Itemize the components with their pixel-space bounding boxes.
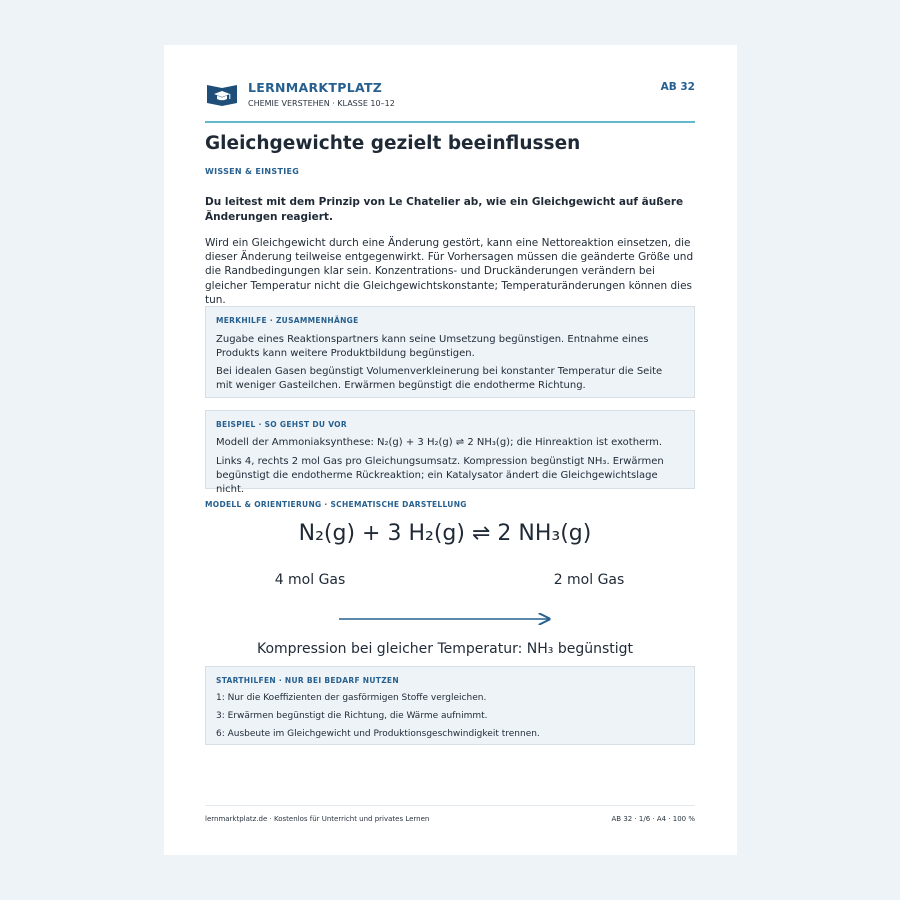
page-title: Gleichgewichte gezielt beeinflussen	[205, 133, 581, 154]
footer-right-text: AB 32 · 1/6 · A4 · 100 %	[611, 815, 695, 823]
body-text: Wird ein Gleichgewicht durch eine Änderung gestört, kann eine Nettoreaktion einsetzen, die dieser Änderung teilweise entgegenwirkt. Für Vorhersagen müssen die geänderte Größe und die Randbedingungen klar sein. Konzentrations- und Druckänderungen verändern bei gleicher Temperatur nicht die Gleichgewichtskonstante; Temperaturänderungen können dies tun.	[205, 237, 694, 306]
beispiel-box	[205, 410, 695, 495]
book-graduation-cap-icon	[206, 82, 238, 106]
lead-text: Du leitest mit dem Prinzip von Le Chatelier ab, wie ein Gleichgewicht auf äußere Änderungen reagiert.	[205, 196, 684, 223]
starthilfen-box	[205, 666, 695, 745]
diagram-caption: Kompression bei gleicher Temperatur: NH₃ begünstigt	[256, 641, 634, 657]
sheet-id: AB 32	[660, 81, 695, 93]
equation-text: N₂(g) + 3 H₂(g) ⇌ 2 NH₃(g)	[298, 521, 592, 546]
beispiel-paragraph-2: Links 4, rechts 2 mol Gas pro Gleichungsumsatz. Kompression begünstigt NH₃. Erwärmen begünstigt die endotherme Rückreaktion; ein Katalysator ändert die Gleichgewichtslage nicht.	[216, 456, 664, 495]
footer-left-text: lernmarktplatz.de · Kostenlos für Unterricht und privates Lernen	[205, 815, 430, 823]
footer-divider	[205, 805, 695, 806]
page-header	[205, 80, 695, 120]
left-side-label: 4 mol Gas	[274, 572, 346, 588]
brand-subtitle: CHEMIE VERSTEHEN · KLASSE 10–12	[248, 99, 395, 108]
right-side-label: 2 mol Gas	[553, 572, 625, 588]
merkhilfe-tag: MERKHILFE · ZUSAMMENHÄNGE	[216, 316, 359, 325]
hint-item: 1: Nur die Koeffizienten der gasförmigen Stoffe vergleichen.	[216, 693, 487, 703]
merkhilfe-box	[205, 306, 695, 398]
merkhilfe-paragraph-1: Zugabe eines Reaktionspartners kann seine Umsetzung begünstigen. Entnahme eines Produkts kann weitere Produktbildung begünstigen.	[216, 334, 649, 359]
worksheet-page	[164, 45, 737, 855]
equilibrium-diagram	[205, 515, 695, 665]
header-divider	[205, 121, 695, 123]
beispiel-paragraph-1: Modell der Ammoniaksynthese: N₂(g) + 3 H₂(g) ⇌ 2 NH₃(g); die Hinreaktion ist exotherm.	[216, 437, 663, 448]
merkhilfe-paragraph-2: Bei idealen Gasen begünstigt Volumenverkleinerung bei konstanter Temperatur die Seite mit weniger Gasteilchen. Erwärmen begünstigt die endotherme Richtung.	[216, 366, 663, 391]
model-tag: MODELL & ORIENTIERUNG · SCHEMATISCHE DARSTELLUNG	[205, 500, 467, 509]
hint-item: 3: Erwärmen begünstigt die Richtung, die Wärme aufnimmt.	[216, 711, 488, 721]
beispiel-tag: BEISPIEL · SO GEHST DU VOR	[216, 420, 347, 429]
brand-name: LERNMARKTPLATZ	[248, 80, 383, 95]
hint-item: 6: Ausbeute im Gleichgewicht und Produktionsgeschwindigkeit trennen.	[216, 729, 540, 739]
section-tag: WISSEN & EINSTIEG	[205, 167, 300, 176]
starthilfen-tag: STARTHILFEN · NUR BEI BEDARF NUTZEN	[216, 676, 399, 685]
